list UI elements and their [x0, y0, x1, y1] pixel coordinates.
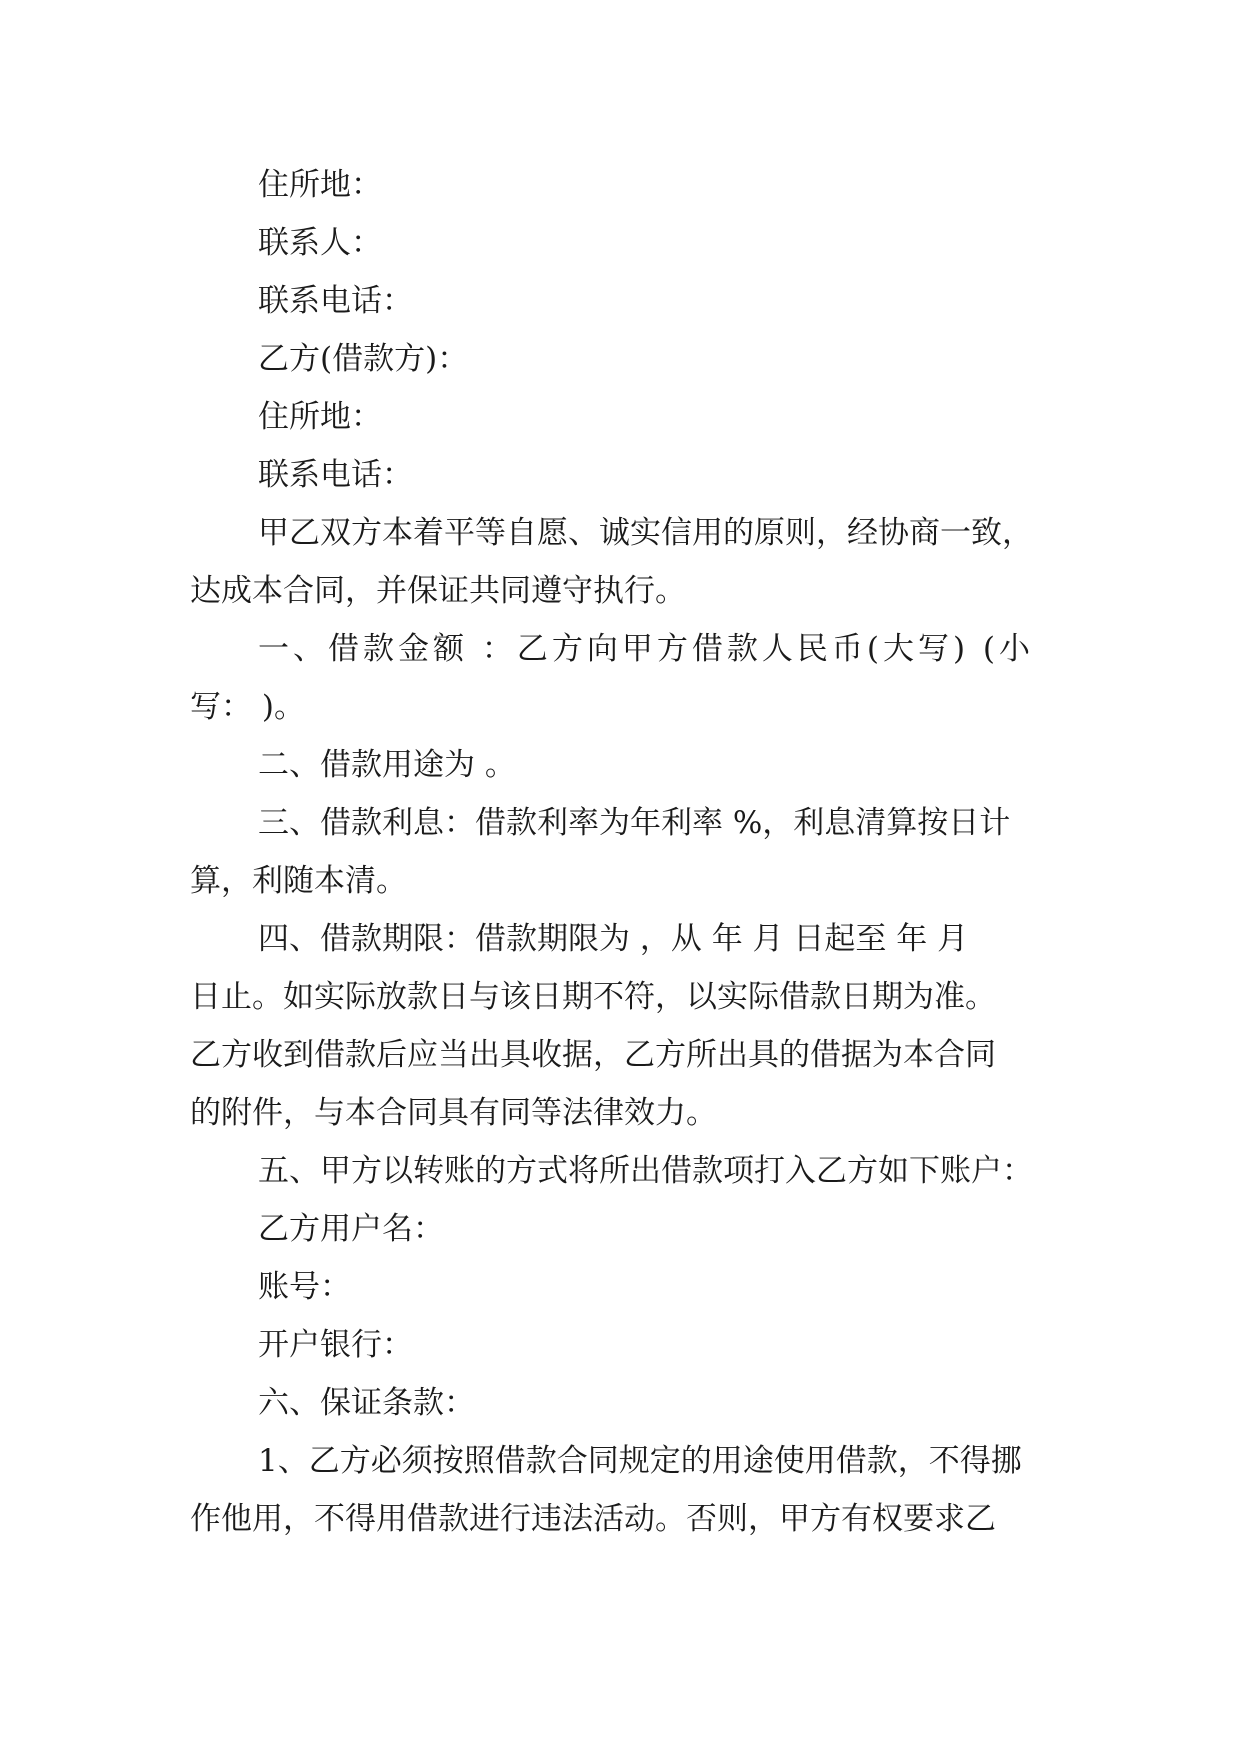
- clause-1-line-1: 一、借款金额 ：乙方向甲方借款人民币(大写) (小: [258, 631, 1034, 667]
- contact-phone-line-2: 联系电话：: [258, 457, 413, 493]
- address-line-1: 住所地：: [258, 167, 382, 203]
- preamble-line-2: 达成本合同，并保证共同遵守执行。: [190, 573, 686, 609]
- clause-3-line-2: 算，利随本清。: [190, 863, 407, 899]
- clause-1-line-2: 写： )。: [190, 689, 305, 725]
- clause-2-line: 二、借款用途为 。: [258, 747, 516, 783]
- bank-line: 开户银行：: [258, 1327, 413, 1363]
- clause-6-item-1-line-1: 1、乙方必须按照借款合同规定的用途使用借款，不得挪: [258, 1443, 1022, 1479]
- preamble-line-1: 甲乙双方本着平等自愿、诚实信用的原则，经协商一致，: [258, 515, 1033, 551]
- contract-body: [190, 156, 1050, 1548]
- contact-person-line: 联系人：: [258, 225, 382, 261]
- account-number-line: 账号：: [258, 1269, 351, 1305]
- account-name-line: 乙方用户名：: [258, 1211, 444, 1247]
- clause-4-line-1: 四、借款期限：借款期限为 ，从 年 月 日起至 年 月: [258, 921, 969, 957]
- clause-3-line-1: 三、借款利息：借款利率为年利率 %，利息清算按日计: [258, 805, 1011, 841]
- party-b-line: 乙方(借款方)：: [258, 341, 469, 377]
- address-line-2: 住所地：: [258, 399, 382, 435]
- clause-4-line-2: 日止。如实际放款日与该日期不符，以实际借款日期为准。: [190, 979, 996, 1015]
- clause-6-item-1-line-2: 作他用，不得用借款进行违法活动。否则，甲方有权要求乙: [190, 1501, 996, 1537]
- contact-phone-line-1: 联系电话：: [258, 283, 413, 319]
- clause-4-line-3: 乙方收到借款后应当出具收据，乙方所出具的借据为本合同: [190, 1037, 996, 1073]
- clause-5-line: 五、甲方以转账的方式将所出借款项打入乙方如下账户：: [258, 1153, 1033, 1189]
- clause-4-line-4: 的附件，与本合同具有同等法律效力。: [190, 1095, 717, 1131]
- clause-6-heading: 六、保证条款：: [258, 1385, 475, 1421]
